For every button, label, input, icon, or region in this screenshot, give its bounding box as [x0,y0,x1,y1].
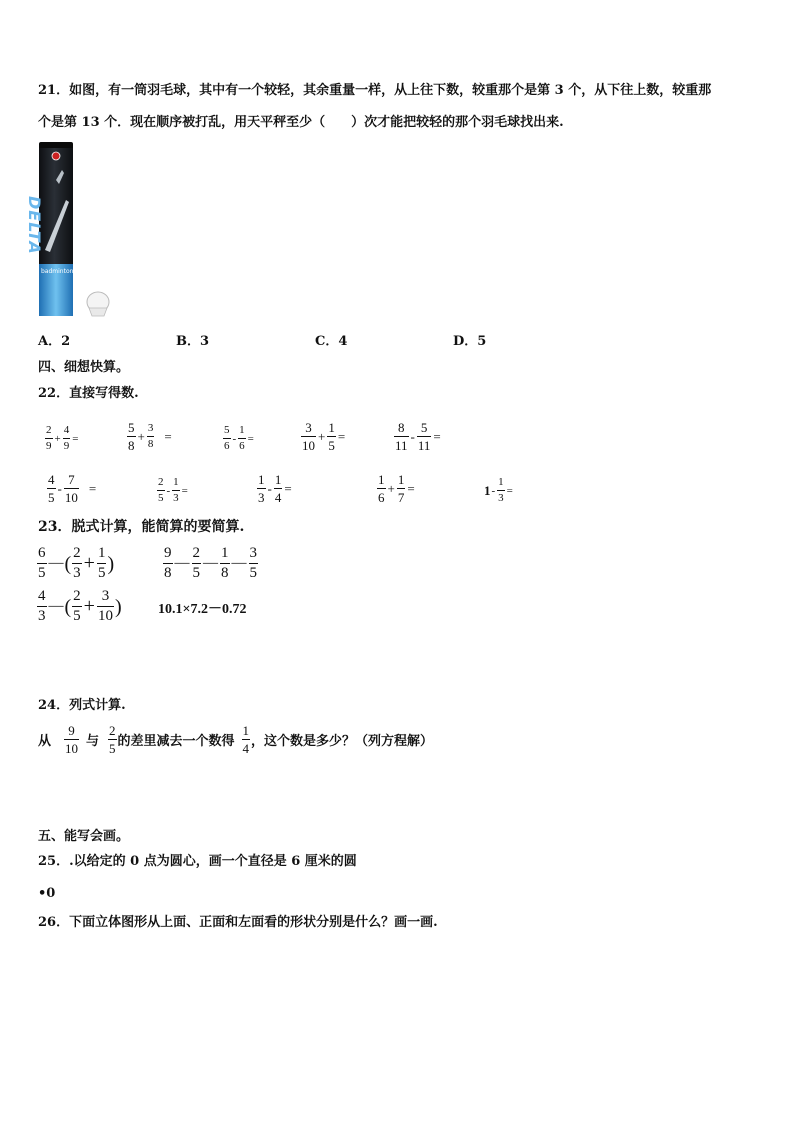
q22-title: 22．直接写得数. [38,386,139,401]
numerator: 1 [242,723,250,738]
denominator: 5 [48,490,55,505]
numerator: 5 [420,420,428,435]
q22-r1-item2 [126,421,173,452]
q23-title: 23．脱式计算，能简算的要简算. [38,519,245,535]
denominator: 6 [378,490,385,505]
denominator: 5 [97,565,106,581]
operator: - [410,428,415,444]
q24-title: 24．列式计算. [38,698,126,713]
numerator: 2 [192,545,200,561]
q25-title: 25．.以给定的 0 点为圆心，画一个直径是 6 厘米的圆 [38,854,357,869]
denominator: 5 [109,741,116,756]
denominator: 3 [498,492,504,504]
equals-sign: = [72,432,79,445]
denominator: 8 [128,438,135,453]
operator: + [83,595,95,617]
numerator: 4 [38,588,46,604]
numerator: 2 [73,588,81,604]
q22-r2-item5 [484,477,514,504]
section4-title: 四、细想快算。 [38,360,130,375]
operator: - [491,484,496,497]
tube-caption-text: badminton [41,268,74,275]
operator: + [83,552,95,574]
numerator: 1 [221,545,229,561]
denominator: 4 [274,490,282,505]
operator: + [387,480,395,496]
denominator: 5 [249,565,257,581]
numerator: 1 [397,472,405,487]
denominator: 6 [224,440,230,452]
denominator: 9 [46,440,52,452]
denominator: 3 [38,608,46,624]
denominator: 3 [173,492,179,504]
numerator: 3 [249,545,257,561]
section5-title: 五、能写会画。 [38,829,130,844]
operator: — [174,555,190,571]
option-a: A．2 [38,334,71,349]
q21-line1: 21．如图，有一筒羽毛球，其中有一个较轻，其余重量一样，从上往下数，较重那个是第 3 个，从下往上数，较重那 [38,83,712,98]
q23-expr2 [162,546,259,581]
denominator: 5 [192,565,200,581]
q23-expr4: 10.1×7.2－0.72 [158,602,247,617]
numerator: 3 [101,588,110,604]
whole-number: 1 [484,482,491,498]
q22-r2-item2 [156,477,189,504]
q23-expr1 [36,546,114,581]
operator: — [48,598,64,614]
operator: - [267,480,272,496]
operator: - [166,484,171,497]
denominator: 5 [73,608,81,624]
equals-sign: = [88,480,97,496]
q23-expr3 [36,589,122,624]
numerator: 1 [97,545,106,561]
numerator: 7 [68,472,75,487]
numerator: 1 [173,476,179,488]
badminton-tube-image [25,140,116,320]
operator: + [137,428,145,444]
option-d: D．5 [453,334,487,349]
equals-sign: = [506,484,513,497]
numerator: 2 [158,476,164,488]
operator: — [203,555,218,571]
equals-sign: = [247,432,254,445]
operator: + [318,428,326,444]
denominator: 5 [158,492,164,504]
left-paren: ( [64,595,72,618]
q24-mid: 的差里减去一个数得 [117,733,235,748]
numerator: 3 [305,420,312,435]
denominator: 10 [65,741,79,756]
numerator: 5 [128,420,135,435]
q24-from: 从 [38,733,52,748]
q22-r2-item4 [376,473,416,504]
q22-r1-item1 [44,425,79,452]
q22-r1-item3 [222,425,255,452]
q22-r2-item3 [256,473,293,504]
equals-sign: = [164,428,172,444]
q22-r1-item4 [300,421,346,452]
denominator: 5 [328,438,335,453]
q24-body [38,724,433,755]
equals-sign: = [407,480,415,496]
numerator: 1 [274,472,282,487]
denominator: 11 [417,438,431,453]
q26-title: 26．下面立体图形从上面、正面和左面看的形状分别是什么？画一画. [38,915,438,930]
equals-sign: = [337,428,346,444]
operator: — [48,555,64,571]
right-paren: ) [107,552,115,575]
numerator: 1 [258,472,265,487]
operator: + [54,432,61,445]
numerator: 5 [224,424,230,436]
tube-brand-text: DELTA [25,196,44,255]
q22-r1-item5 [393,421,442,452]
denominator: 9 [63,440,70,452]
numerator: 1 [498,476,504,488]
q24-tail: ，这个数是多少？（列方程解） [251,733,434,748]
numerator: 1 [328,420,335,435]
numerator: 1 [239,424,245,436]
right-paren: ) [114,595,122,618]
denominator: 8 [164,565,172,581]
numerator: 1 [378,472,385,487]
center-point-o: •0 [38,886,56,901]
denominator: 6 [239,440,245,452]
numerator: 2 [109,723,116,738]
numerator: 3 [147,422,154,434]
denominator: 3 [258,490,265,505]
numerator: 6 [38,545,46,561]
equals-sign: = [433,428,441,444]
denominator: 10 [302,438,315,453]
equals-sign: = [181,484,188,497]
numerator: 9 [68,723,75,738]
numerator: 8 [398,420,405,435]
numerator: 4 [48,472,55,487]
denominator: 4 [242,741,250,756]
denominator: 8 [147,438,154,450]
denominator: 3 [73,565,81,581]
q21-line2: 个是第 13 个．现在顺序被打乱，用天平秤至少（ ）次才能把较轻的那个羽毛球找出来. [38,115,564,130]
option-b: B．3 [176,334,210,349]
denominator: 10 [64,490,78,505]
q22-r2-item1 [46,473,97,504]
numerator: 9 [164,545,172,561]
operator: - [232,432,237,445]
denominator: 10 [97,608,113,624]
operator: - [57,480,62,496]
operator: — [231,555,247,571]
denominator: 11 [395,438,408,453]
option-c: C．4 [315,334,348,349]
q24-and: 与 [86,733,100,748]
numerator: 4 [63,424,70,436]
equals-sign: = [284,480,292,496]
numerator: 2 [46,424,52,436]
left-paren: ( [64,552,72,575]
denominator: 7 [397,490,405,505]
numerator: 2 [73,545,81,561]
denominator: 5 [38,565,46,581]
denominator: 8 [221,565,229,581]
